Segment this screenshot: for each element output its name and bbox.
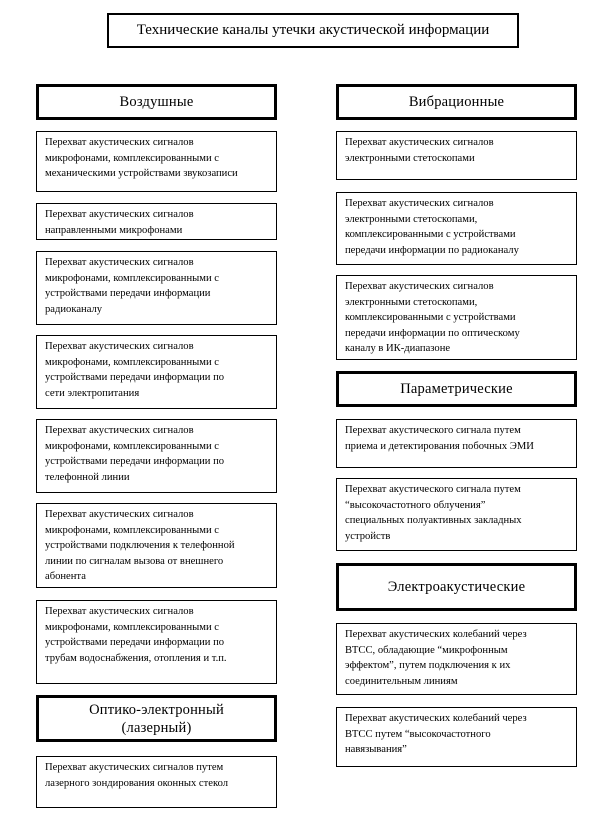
channel-vibration-stethoscope: Перехват акустических сигналов электронными стетоскопами (336, 131, 577, 180)
channel-parametric-hf-irradiation: Перехват акустического сигнала путем “высокочастотного облучения” специальных полуактивных закладных устройств (336, 478, 577, 551)
channel-air-power-line: Перехват акустических сигналов микрофонами, комплексированными с устройствами передачи информации по сети электропитания (36, 335, 277, 409)
channel-vibration-ir: Перехват акустических сигналов электронными стетоскопами, комплексированными с устройствами передачи информации по оптическому каналу в ИК-диапазоне (336, 275, 577, 360)
channel-air-directional-mic: Перехват акустических сигналов направленными микрофонами (36, 203, 277, 240)
channel-electroacoustic-hf-imposition: Перехват акустических колебаний через ВТСС путем “высокочастотного навязывания” (336, 707, 577, 767)
channel-air-mechanical-recording: Перехват акустических сигналов микрофонами, комплексированными с механическими устройствами звукозаписи (36, 131, 277, 192)
channel-laser-window: Перехват акустических сигналов путем лазерного зондирования оконных стекол (36, 756, 277, 808)
category-electroacoustic: Электроакустические (336, 563, 577, 611)
category-optical-laser: Оптико-электронный (лазерный) (36, 695, 277, 742)
channel-electroacoustic-microphone-effect: Перехват акустических колебаний через ВТСС, обладающие “микрофонным эффектом”, путем подключения к их соединительным линиям (336, 623, 577, 695)
category-air: Воздушные (36, 84, 277, 120)
channel-vibration-radio: Перехват акустических сигналов электронными стетоскопами, комплексированными с устройствами передачи информации по радиоканалу (336, 192, 577, 265)
channel-air-pipes: Перехват акустических сигналов микрофонами, комплексированными с устройствами передачи информации по трубам водоснабжения, отопления и т.п. (36, 600, 277, 684)
channel-parametric-emi: Перехват акустического сигнала путем приема и детектирования побочных ЭМИ (336, 419, 577, 468)
category-vibration: Вибрационные (336, 84, 577, 120)
category-parametric: Параметрические (336, 371, 577, 407)
channel-air-phone-line: Перехват акустических сигналов микрофонами, комплексированными с устройствами передачи информации по телефонной линии (36, 419, 277, 493)
channel-air-phone-call-signals: Перехват акустических сигналов микрофонами, комплексированными с устройствами подключения к телефонной линии по сигналам вызова от внешнего абонента (36, 503, 277, 588)
channel-air-radio: Перехват акустических сигналов микрофонами, комплексированными с устройствами передачи информации радиоканалу (36, 251, 277, 325)
diagram-title: Технические каналы утечки акустической информации (107, 13, 519, 48)
